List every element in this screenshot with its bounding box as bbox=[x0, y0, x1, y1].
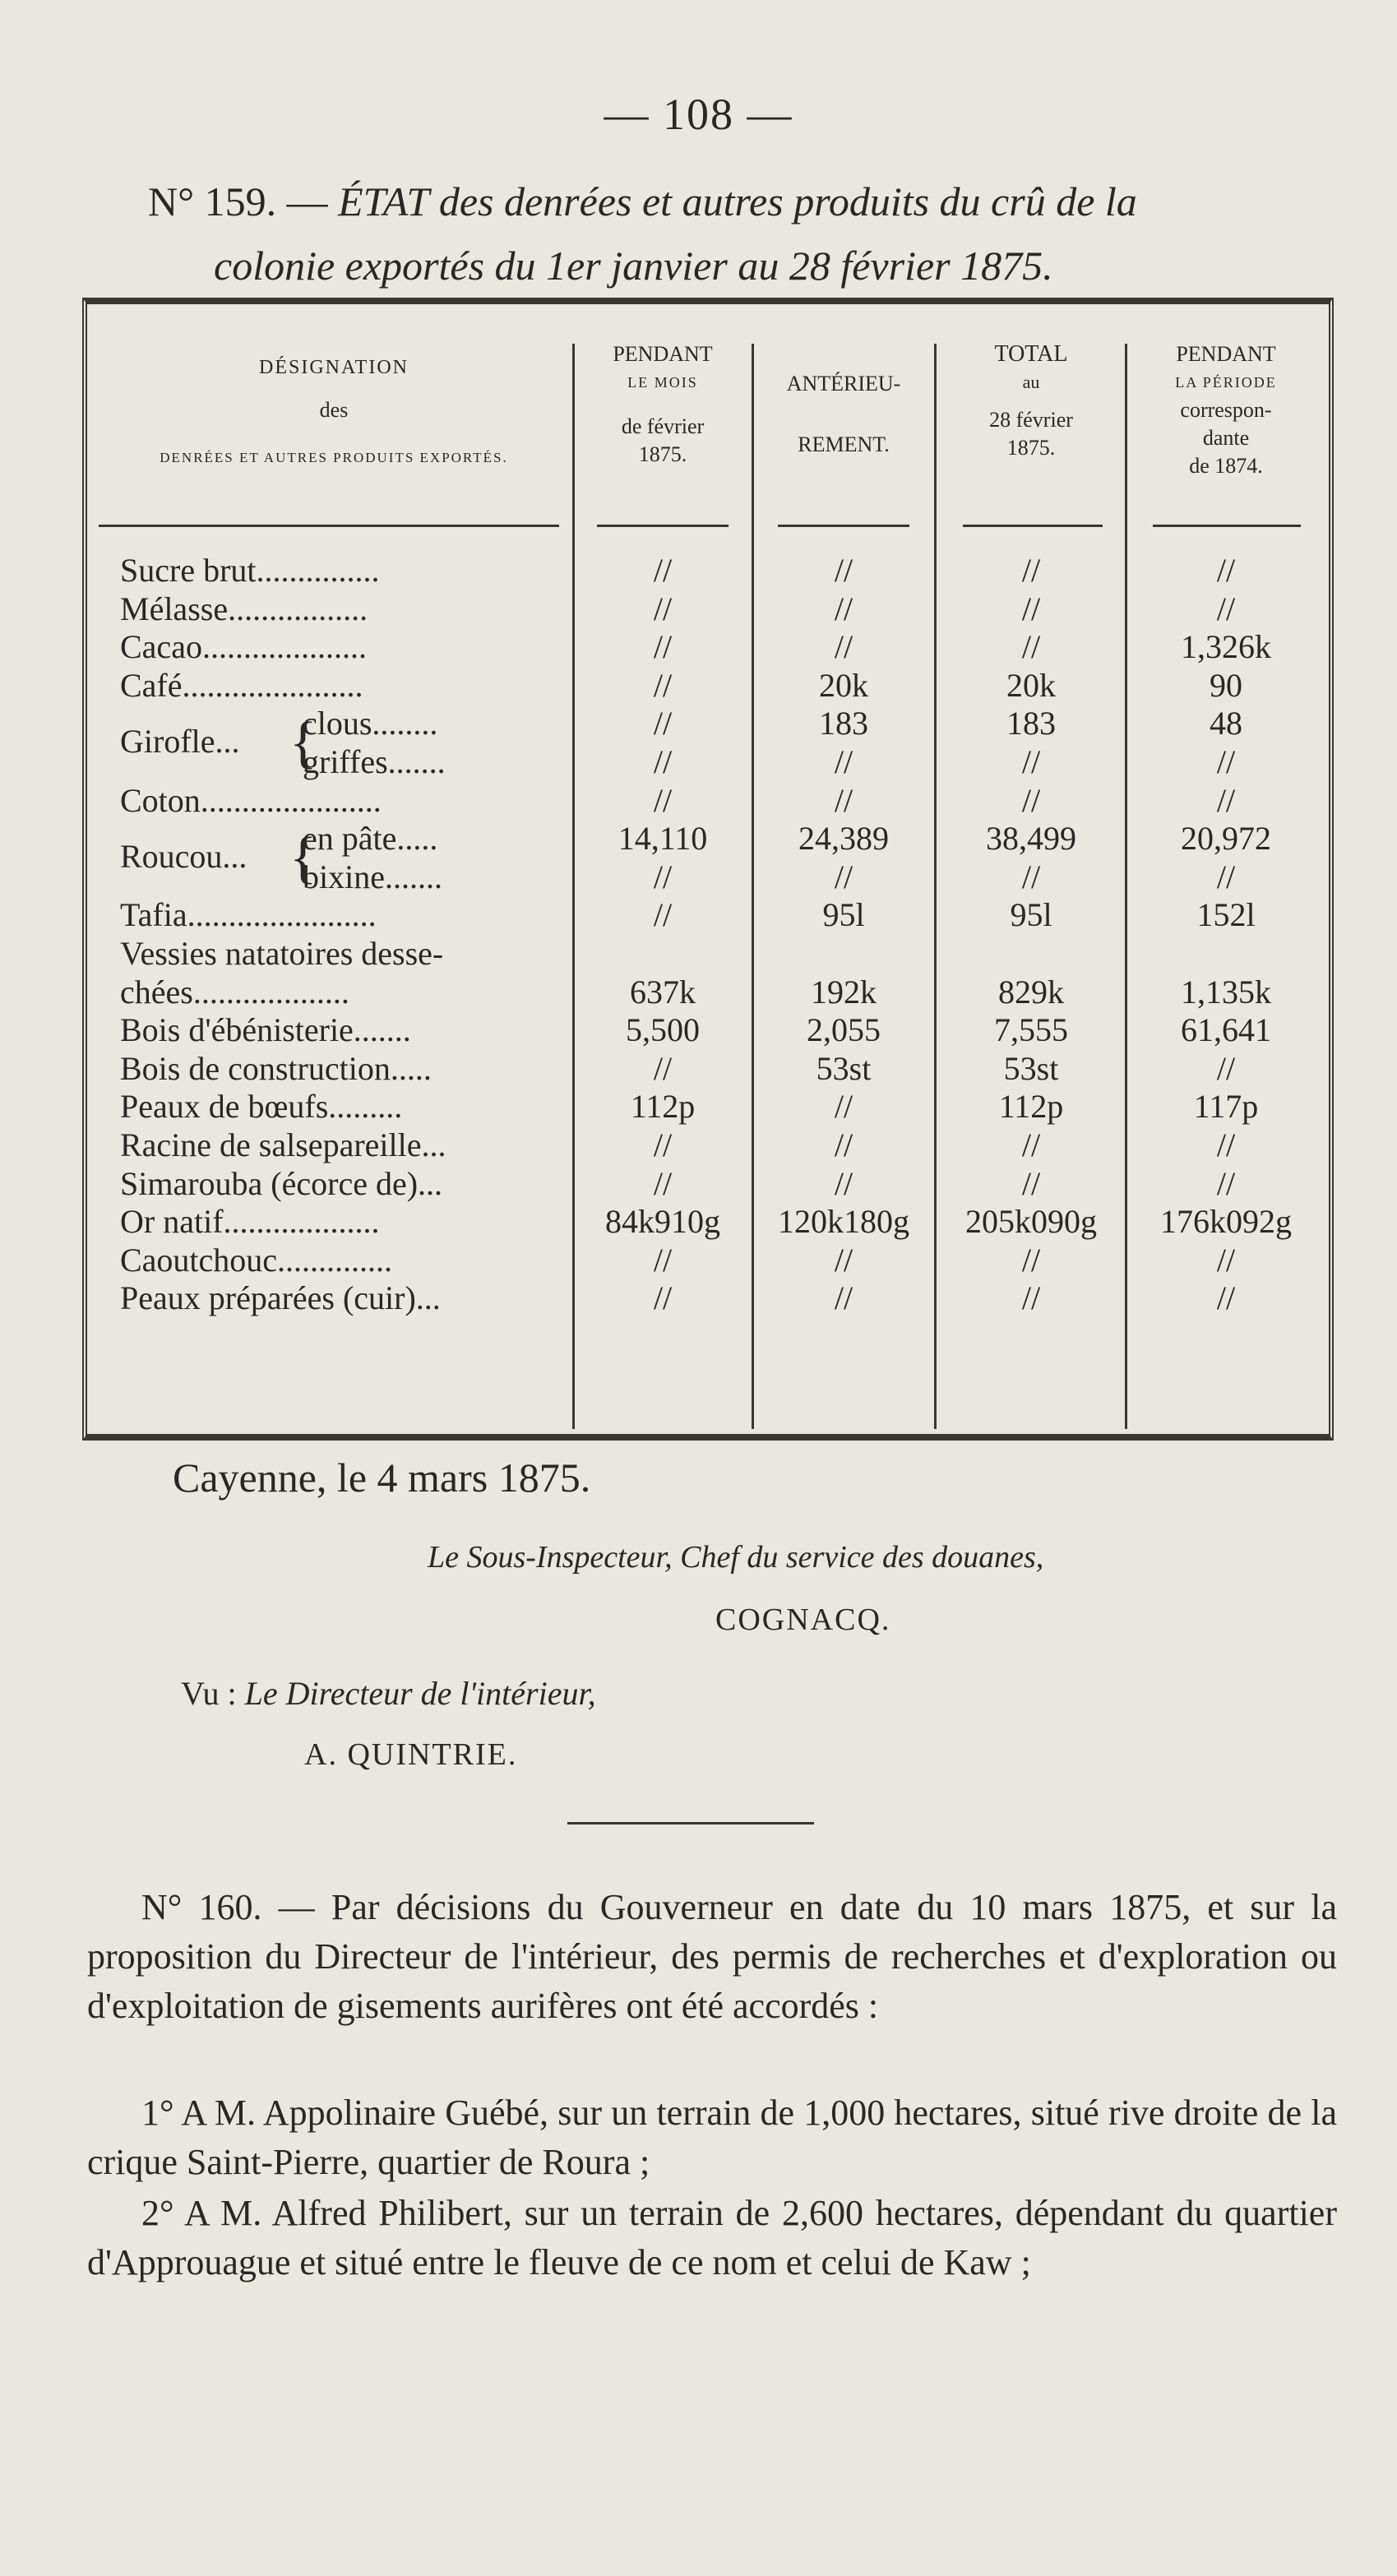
cell-ant: 53st bbox=[816, 1049, 872, 1087]
table-row bbox=[87, 666, 1329, 705]
cell-mois: // bbox=[653, 781, 673, 819]
cell-total: 53st bbox=[1003, 1049, 1059, 1087]
header-total: TOTAL au 28 février 1875. bbox=[989, 341, 1073, 460]
row-sublabel: clous........ bbox=[303, 705, 438, 742]
cell-ant: // bbox=[834, 743, 853, 780]
row-label: Café...................... bbox=[120, 666, 363, 704]
cell-periode: 90 bbox=[1210, 666, 1242, 704]
cell-ant: // bbox=[834, 628, 853, 666]
cell-mois: // bbox=[653, 1279, 673, 1317]
cell-ant: 2,055 bbox=[807, 1011, 881, 1049]
cell-mois: // bbox=[653, 552, 673, 589]
export-table bbox=[82, 298, 1334, 1441]
header-pendant-mois: PENDANT LE MOIS de février 1875. bbox=[613, 342, 713, 466]
cell-ant: 20k bbox=[819, 666, 868, 704]
paragraph-160: N° 160. — Par décisions du Gouverneur en date du 10 mars 1875, et sur la proposition du Directeur de l'intérieur, des permis de recherches et d'exploration ou d'exploitation de gisements aurifères ont été accordés : bbox=[87, 1887, 1337, 2026]
row-label: chées................... bbox=[120, 973, 349, 1011]
row-sublabel: griffes....... bbox=[303, 743, 446, 780]
cell-mois: // bbox=[653, 896, 673, 934]
cell-ant: 24,389 bbox=[798, 820, 889, 858]
cell-ant: 95l bbox=[822, 896, 865, 934]
group-girofle-text: Girofle... bbox=[120, 723, 240, 761]
row-label: Coton...................... bbox=[120, 781, 382, 819]
table-row bbox=[87, 858, 1329, 897]
row-label: Mélasse................. bbox=[120, 590, 368, 627]
cell-mois: // bbox=[653, 666, 673, 704]
header-designation: DÉSIGNATION des DENRÉES ET AUTRES PRODUITS EXPORTÉS. bbox=[160, 357, 508, 465]
cell-total: // bbox=[1021, 858, 1041, 895]
cell-total: 20k bbox=[1006, 666, 1056, 704]
cell-mois: 84k910g bbox=[605, 1203, 720, 1241]
table-row bbox=[87, 742, 1329, 782]
cell-mois: 637k bbox=[630, 973, 696, 1011]
heading-title-line2: colonie exportés du 1er janvier au 28 février 1875. bbox=[214, 243, 1053, 289]
row-sublabel: bixine....... bbox=[303, 858, 442, 895]
cell-total: 829k bbox=[998, 973, 1064, 1011]
row-label: Caoutchouc.............. bbox=[120, 1241, 393, 1279]
table-row bbox=[87, 590, 1329, 629]
section-divider bbox=[567, 1822, 814, 1824]
cell-mois: 14,110 bbox=[618, 820, 708, 858]
cell-periode: // bbox=[1216, 590, 1236, 627]
cell-periode: 152l bbox=[1196, 896, 1256, 934]
cell-periode: // bbox=[1216, 858, 1236, 895]
row-label: Peaux préparées (cuir)... bbox=[120, 1279, 441, 1317]
cell-ant: // bbox=[834, 1164, 853, 1202]
cell-total: 7,555 bbox=[994, 1011, 1068, 1049]
table-row bbox=[87, 627, 1329, 667]
cell-periode: 1,326k bbox=[1181, 628, 1271, 666]
cell-mois: // bbox=[653, 705, 673, 742]
row-label: Cacao.................... bbox=[120, 628, 367, 666]
place-date: Cayenne, le 4 mars 1875. bbox=[173, 1454, 591, 1501]
row-sublabel: en pâte..... bbox=[303, 820, 438, 858]
header-rule bbox=[963, 525, 1103, 527]
cell-mois: // bbox=[653, 628, 673, 666]
group-girofle bbox=[120, 711, 317, 775]
document-heading bbox=[148, 169, 1348, 298]
vu-title: Le Directeur de l'intérieur, bbox=[244, 1675, 596, 1712]
table-row bbox=[87, 973, 1329, 1012]
cell-total: // bbox=[1021, 781, 1041, 819]
cell-ant: // bbox=[834, 1088, 853, 1126]
group-roucou bbox=[120, 826, 317, 890]
cell-total: // bbox=[1021, 1164, 1041, 1202]
cell-periode: 176k092g bbox=[1160, 1203, 1292, 1241]
row-label: Racine de salsepareille... bbox=[120, 1126, 446, 1163]
cell-periode: // bbox=[1216, 1126, 1236, 1163]
cell-periode: // bbox=[1216, 781, 1236, 819]
page-number: — 108 — bbox=[604, 90, 793, 139]
header-periode: PENDANT LA PÉRIODE correspon- dante de 1874. bbox=[1175, 342, 1277, 478]
cell-total: // bbox=[1021, 1241, 1041, 1279]
paragraph-item-1: 1° A M. Appolinaire Guébé, sur un terrain de 1,000 hectares, situé rive droite de la crique Saint-Pierre, quartier de Roura ; bbox=[87, 2093, 1337, 2182]
table-row bbox=[87, 1087, 1329, 1126]
vu-line bbox=[181, 1674, 596, 1713]
paragraph-item-2: 2° A M. Alfred Philibert, sur un terrain de 2,600 hectares, dépendant du quartier d'Approuague et situé entre le fleuve de ce nom et celui de Kaw ; bbox=[87, 2193, 1337, 2282]
header-rule bbox=[1153, 525, 1301, 527]
table-row bbox=[87, 1279, 1329, 1318]
cell-total: 38,499 bbox=[986, 820, 1076, 858]
cell-ant: 192k bbox=[811, 973, 877, 1011]
cell-periode: 61,641 bbox=[1181, 1011, 1271, 1049]
cell-ant: 183 bbox=[819, 705, 868, 742]
table-row bbox=[87, 819, 1329, 858]
cell-ant: // bbox=[834, 590, 853, 627]
table-row bbox=[87, 1164, 1329, 1204]
table-row bbox=[87, 704, 1329, 743]
cell-total: 205k090g bbox=[965, 1203, 1097, 1241]
row-label: Bois d'ébénisterie....... bbox=[120, 1011, 411, 1049]
cell-total: // bbox=[1021, 1279, 1041, 1317]
signer-name: COGNACQ. bbox=[715, 1602, 891, 1637]
row-label: Vessies natatoires desse- bbox=[120, 935, 444, 972]
cell-periode: 48 bbox=[1210, 705, 1242, 742]
cell-mois: 112p bbox=[630, 1088, 696, 1126]
table-row bbox=[87, 781, 1329, 821]
cell-ant: // bbox=[834, 858, 853, 895]
cell-ant: 120k180g bbox=[778, 1203, 909, 1241]
table-row bbox=[87, 1241, 1329, 1280]
table-row bbox=[87, 895, 1329, 935]
cell-periode: 117p bbox=[1193, 1088, 1259, 1126]
brace-glyph: { bbox=[289, 826, 317, 890]
heading-title-line1: ÉTAT des denrées et autres produits du crû de la bbox=[338, 178, 1137, 224]
row-label: Or natif................... bbox=[120, 1203, 380, 1241]
cell-total: // bbox=[1021, 590, 1041, 627]
vu-name: A. QUINTRIE. bbox=[304, 1737, 518, 1772]
cell-ant: // bbox=[834, 1279, 853, 1317]
table-row bbox=[87, 1049, 1329, 1089]
cell-mois: // bbox=[653, 1126, 673, 1163]
cell-mois: // bbox=[653, 1241, 673, 1279]
table-row bbox=[87, 934, 1329, 974]
cell-mois: // bbox=[653, 1049, 673, 1087]
signer-title: Le Sous-Inspecteur, Chef du service des douanes, bbox=[428, 1540, 1044, 1575]
row-label: Peaux de bœufs......... bbox=[120, 1088, 403, 1126]
row-label: Tafia....................... bbox=[120, 896, 377, 934]
cell-ant: // bbox=[834, 1241, 853, 1279]
cell-total: 112p bbox=[998, 1088, 1064, 1126]
cell-total: // bbox=[1021, 743, 1041, 780]
cell-mois: // bbox=[653, 858, 673, 895]
cell-periode: // bbox=[1216, 552, 1236, 589]
table-row bbox=[87, 1202, 1329, 1242]
cell-periode: // bbox=[1216, 1241, 1236, 1279]
cell-periode: // bbox=[1216, 743, 1236, 780]
cell-total: // bbox=[1021, 1126, 1041, 1163]
cell-mois: 5,500 bbox=[626, 1011, 700, 1049]
cell-total: 183 bbox=[1006, 705, 1056, 742]
vu-prefix: Vu : bbox=[181, 1675, 237, 1712]
table-row bbox=[87, 551, 1329, 590]
cell-periode: 20,972 bbox=[1181, 820, 1271, 858]
cell-ant: // bbox=[834, 1126, 853, 1163]
cell-ant: // bbox=[834, 552, 853, 589]
table-row bbox=[87, 1126, 1329, 1165]
row-label: Bois de construction..... bbox=[120, 1049, 432, 1087]
cell-mois: // bbox=[653, 590, 673, 627]
cell-ant: // bbox=[834, 781, 853, 819]
table-row bbox=[87, 1011, 1329, 1050]
cell-periode: // bbox=[1216, 1164, 1236, 1202]
cell-total: // bbox=[1021, 628, 1041, 666]
cell-periode: // bbox=[1216, 1049, 1236, 1087]
cell-total: 95l bbox=[1010, 896, 1052, 934]
cell-total: // bbox=[1021, 552, 1041, 589]
cell-mois: // bbox=[653, 1164, 673, 1202]
heading-number: N° 159. — bbox=[148, 178, 328, 224]
cell-mois: // bbox=[653, 743, 673, 780]
cell-periode: 1,135k bbox=[1181, 973, 1271, 1011]
header-rule bbox=[597, 525, 729, 527]
cell-periode: // bbox=[1216, 1279, 1236, 1317]
header-rule bbox=[99, 525, 559, 527]
row-label: Simarouba (écorce de)... bbox=[120, 1164, 443, 1202]
brace-glyph: { bbox=[289, 711, 317, 775]
row-label: Sucre brut............... bbox=[120, 552, 380, 589]
header-rule bbox=[778, 525, 909, 527]
group-roucou-text: Roucou... bbox=[120, 838, 247, 876]
header-anterieurement: ANTÉRIEU- REMENT. bbox=[786, 372, 901, 456]
